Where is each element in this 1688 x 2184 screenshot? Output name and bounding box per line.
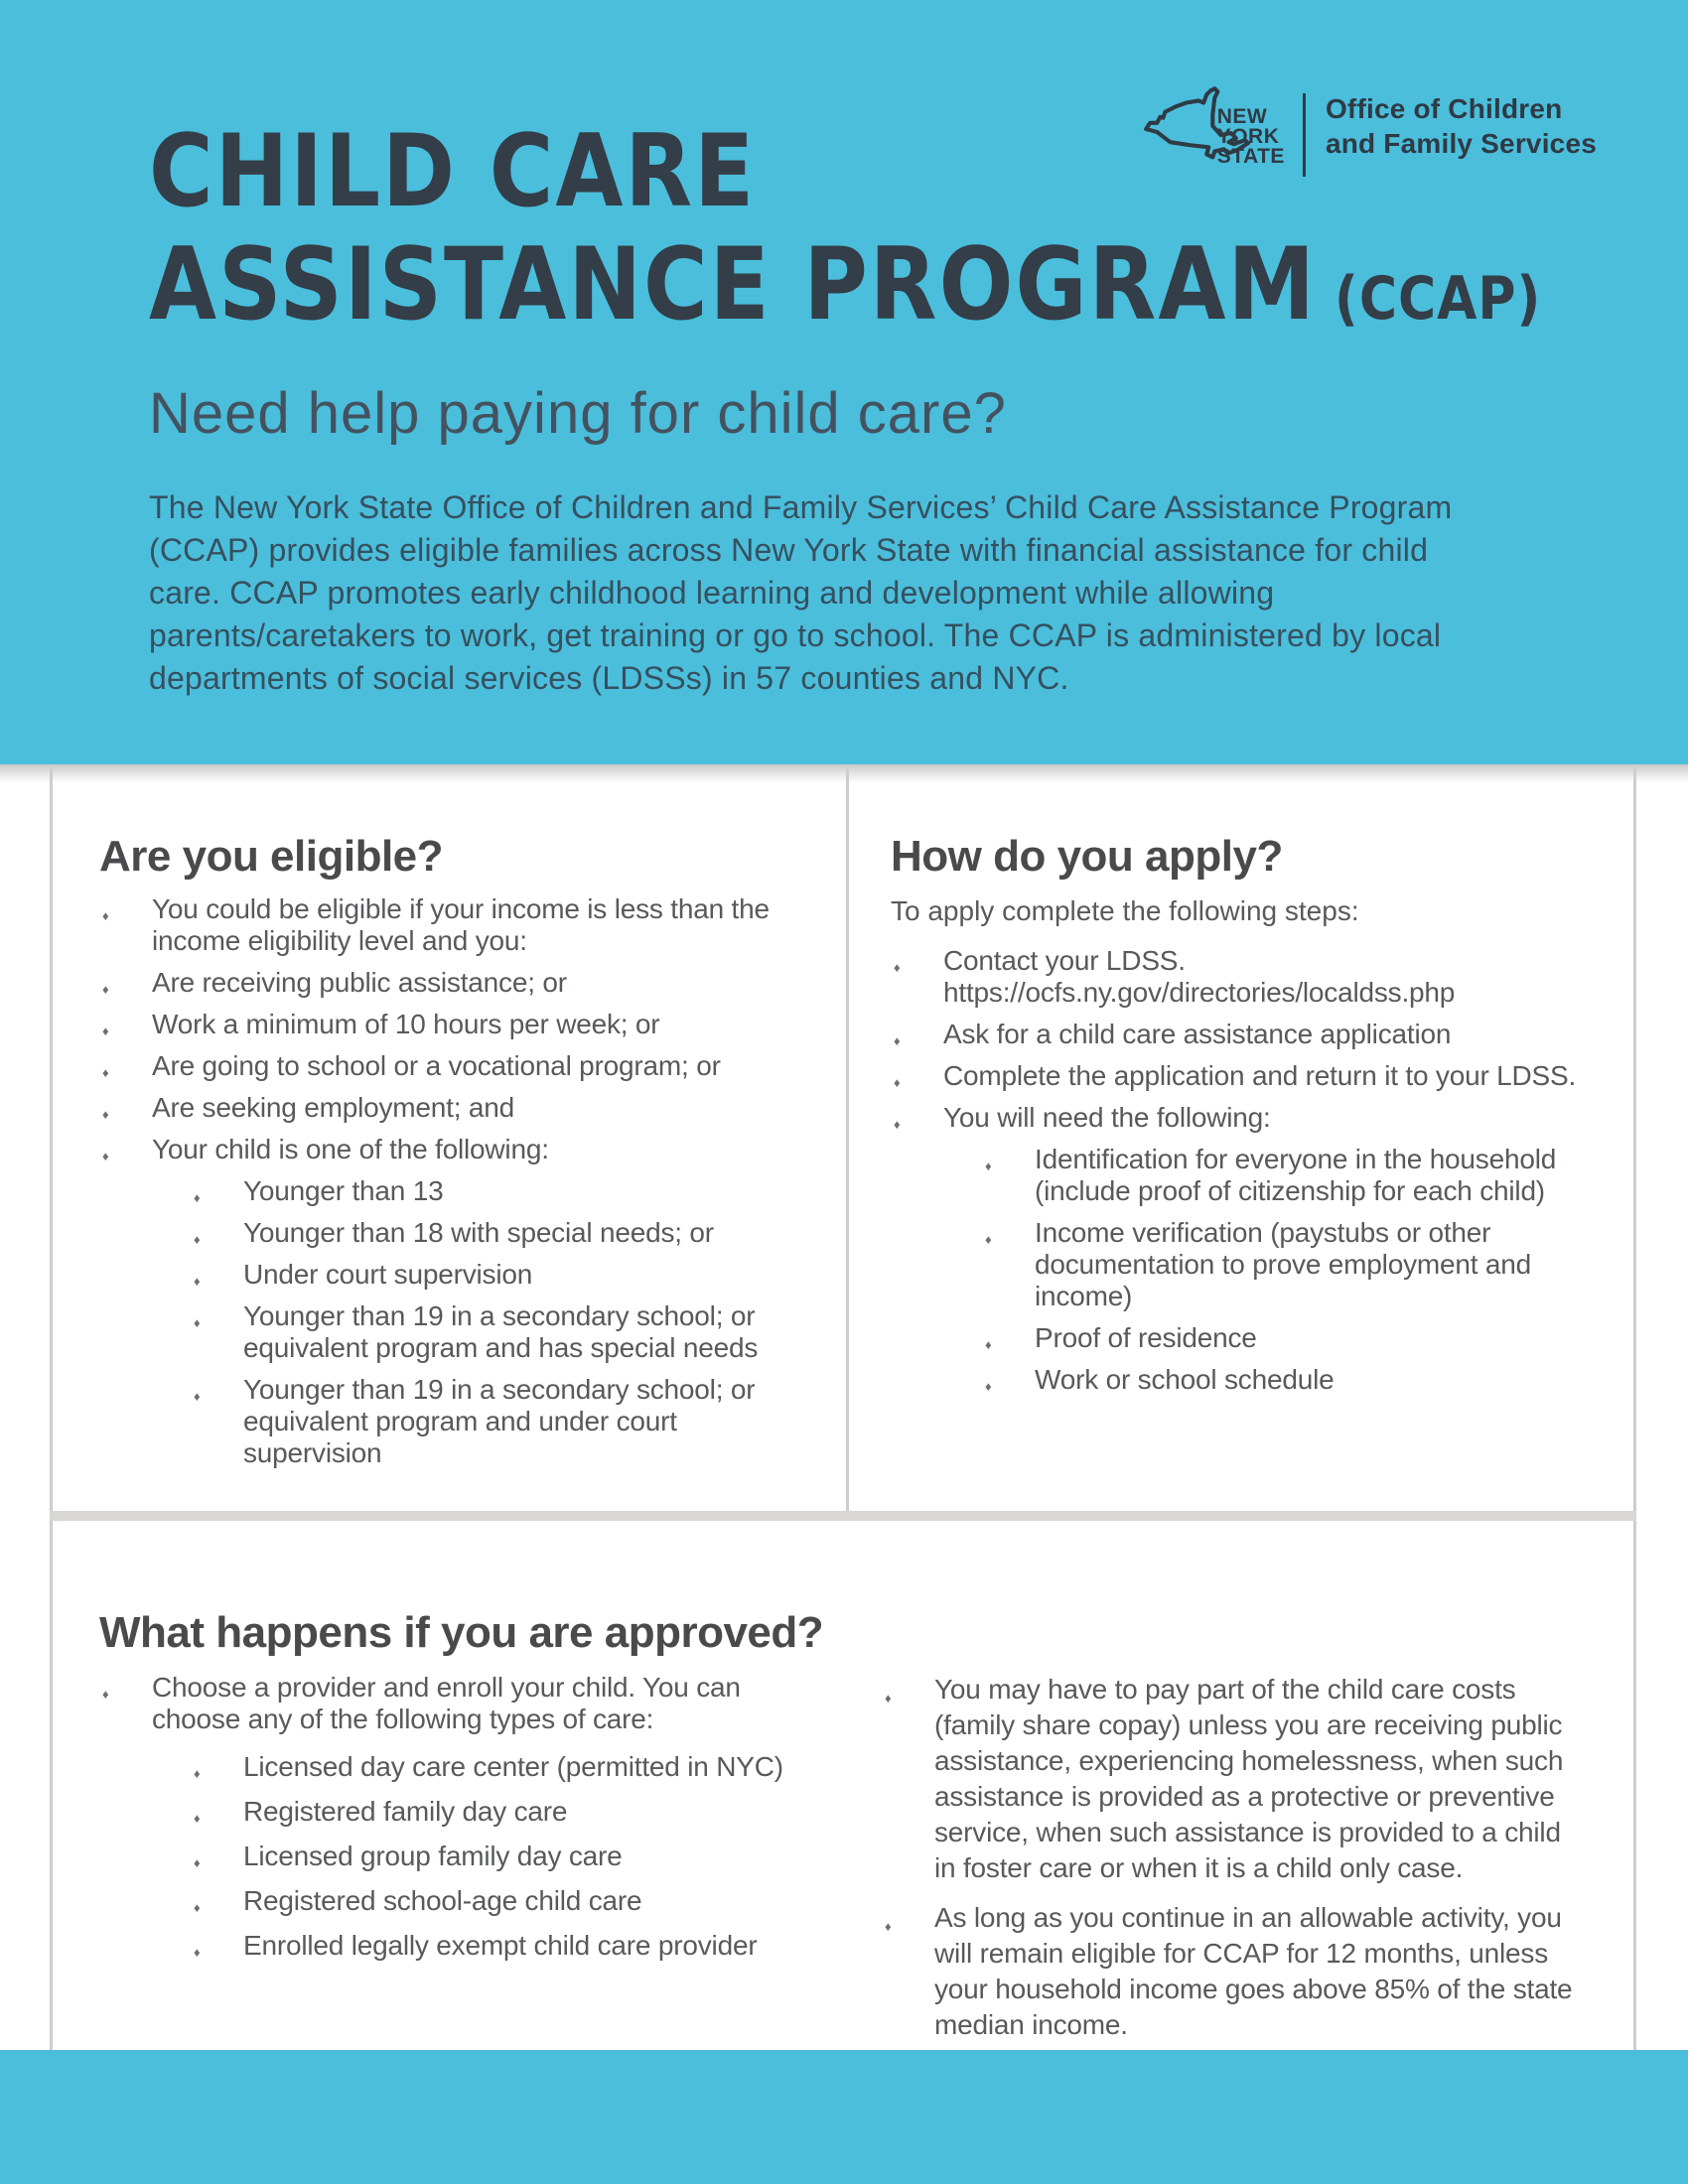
logo-state-line: NEW: [1216, 105, 1268, 128]
page-title-line2-text: ASSISTANCE PROGRAM: [149, 225, 1318, 343]
page-title-acronym: (CCAP): [1335, 265, 1542, 335]
apply-heading: How do you apply?: [891, 832, 1283, 881]
care-types-list: [191, 1751, 806, 1962]
list-item: ♦ Licensed group family day care: [191, 1841, 806, 1872]
section-separator: [50, 1511, 1636, 1521]
list-item: ♦ Younger than 19 in a secondary school; or equivalent program and under court supervision: [191, 1374, 806, 1469]
approved-notes-list: [882, 1672, 1589, 2043]
list-item: ♦ You may have to pay part of the child care costs (family share copay) unless you are receiving public assistance, experiencing homelessness, when such assistance is provided as a protective or preventive service, when such assistance is provided to a child in foster care or when it is a child only case.: [882, 1672, 1589, 1886]
list-item: ♦ Work a minimum of 10 hours per week; or: [99, 1009, 806, 1040]
list-item: ♦ Ask for a child care assistance application: [891, 1019, 1598, 1050]
list-item: ♦ Your child is one of the following:: [99, 1134, 806, 1165]
column-divider: [846, 764, 849, 1511]
child-conditions-list: [191, 1175, 806, 1469]
eligibility-heading: Are you eligible?: [99, 832, 444, 881]
logo-divider: [1303, 93, 1306, 177]
approved-right-column: [882, 1672, 1589, 2057]
list-item: ♦ Work or school schedule: [982, 1364, 1598, 1396]
intro-paragraph: The New York State Office of Children and Family Services’ Child Care Assistance Program (CCAP) provides eligible families across New York State with financial assistance for child care. CCAP promotes early childhood learning and development while allowing parents/caretakers to work, get training or go to school. The CCAP is administered by local departments of social services (LDSSs) in 57 counties and NYC.: [149, 489, 1453, 696]
section-approved: [99, 1608, 1636, 2057]
page-title-line1: CHILD CARE: [149, 112, 757, 230]
approved-heading: What happens if you are approved?: [99, 1608, 824, 1657]
logo-state-line: YORK: [1216, 125, 1280, 148]
list-item: ♦ Enrolled legally exempt child care provider: [191, 1930, 806, 1962]
list-item: ♦ As long as you continue in an allowable activity, you will remain eligible for CCAP for 12 months, unless your household income goes above 85% of the state median income.: [882, 1900, 1589, 2043]
logo-org-line: Office of Children: [1325, 93, 1563, 124]
panel-border-left: [50, 764, 53, 2050]
ocfs-logo: [1140, 81, 1597, 183]
section-apply: [891, 832, 1598, 1406]
list-item: ♦ Identification for everyone in the household (include proof of citizenship for each child): [982, 1144, 1598, 1207]
logo-org-name: [1326, 91, 1597, 161]
list-item: ♦ Are going to school or a vocational program; or: [99, 1050, 806, 1082]
logo-state-name: [1217, 107, 1285, 167]
list-item: ♦ Younger than 19 in a secondary school; or equivalent program and has special needs: [191, 1300, 806, 1364]
list-item: ♦ Contact your LDSS. https://ocfs.ny.gov/directories/localdss.php: [891, 945, 1598, 1009]
list-item: ♦ Are receiving public assistance; or: [99, 967, 806, 999]
list-item: ♦ Younger than 13: [191, 1175, 806, 1207]
apply-requirements-list: [982, 1144, 1598, 1396]
footer-band: [0, 2050, 1688, 2184]
list-item: ♦ Under court supervision: [191, 1259, 806, 1291]
list-item: ♦ Complete the application and return it to your LDSS.: [891, 1060, 1598, 1092]
list-item: ♦ Registered family day care: [191, 1796, 806, 1828]
apply-steps-list: [891, 945, 1598, 1134]
list-item: ♦ Proof of residence: [982, 1322, 1598, 1354]
list-item: ♦ Are seeking employment; and: [99, 1092, 806, 1124]
approved-left-column: [99, 1672, 806, 2057]
header-shadow: [0, 764, 1688, 782]
logo-org-line: and Family Services: [1325, 128, 1597, 159]
page-title-line2: [149, 225, 1542, 356]
list-item: ♦ Choose a provider and enroll your child. You can choose any of the following types of care:: [99, 1672, 806, 1735]
list-item: ♦ Licensed day care center (permitted in NYC): [191, 1751, 806, 1783]
logo-state-line: STATE: [1216, 145, 1285, 168]
list-item: ♦ You will need the following:: [891, 1102, 1598, 1134]
choose-provider-list: [99, 1672, 806, 1735]
section-eligibility: [99, 832, 806, 1479]
list-item: ♦ You could be eligible if your income is less than the income eligibility level and you:: [99, 893, 806, 957]
eligibility-list: [99, 893, 806, 1165]
list-item: ♦ Income verification (paystubs or other documentation to prove employment and income): [982, 1217, 1598, 1312]
apply-lead: To apply complete the following steps:: [891, 895, 1359, 926]
list-item: ♦ Registered school-age child care: [191, 1885, 806, 1917]
page-subtitle: Need help paying for child care?: [149, 381, 1007, 446]
list-item: ♦ Younger than 18 with special needs; or: [191, 1217, 806, 1249]
approved-columns: [99, 1672, 1636, 2057]
